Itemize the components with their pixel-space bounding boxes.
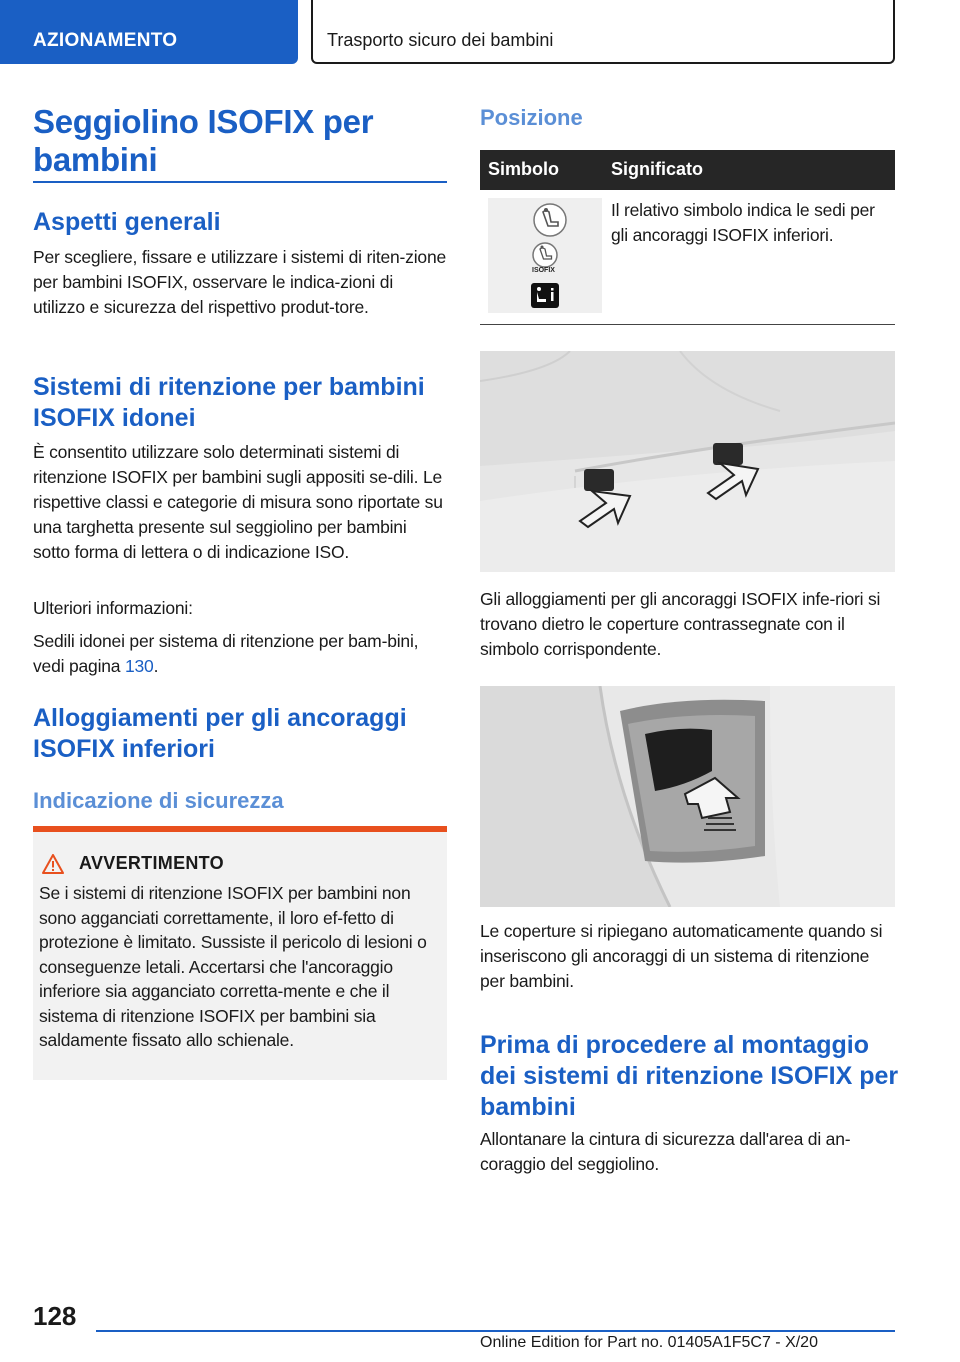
caption-anchorages: Gli alloggiamenti per gli ancoraggi ISOFIX infe-riori si trovano dietro le coperture contrassegnate con il simbolo corrispondente. [480, 589, 881, 659]
seat-anchorage-illustration [480, 351, 895, 572]
warning-accent-bar [33, 826, 447, 832]
section-tab [0, 0, 298, 64]
text-before-mounting: Allontanare la cintura di sicurezza dall'area di an-coraggio del seggiolino. [480, 1129, 851, 1174]
warning-box [33, 826, 447, 1080]
table-header [480, 150, 895, 190]
table-meaning: Il relativo simbolo indica le sedi per gli ancoraggi ISOFIX inferiori. [611, 200, 875, 245]
table-col-meaning: Significato [611, 159, 704, 179]
reference-text: Sedili idonei per sistema di ritenzione per bam-bini, vedi pagina [33, 631, 419, 676]
isofix-seat-icon [488, 198, 602, 313]
photo-cover-closeup [480, 686, 895, 907]
text-general: Per scegliere, fissare e utilizzare i sistemi di riten-zione per bambini ISOFIX, osservare le indica-zioni di utilizzo e sicurezza del rispettivo produt-tore. [33, 247, 447, 317]
heading-lower-anchorages: Alloggiamenti per gli ancoraggi ISOFIX inferiori [33, 704, 407, 763]
warning-text: Se i sistemi di ritenzione ISOFIX per bambini non sono agganciati correttamente, il loro ef-fetto di protezione è limitato. Sussiste il pericolo di lesioni o conseguenze letali. Accertarsi che l'ancoraggio inferiore sia agganciato corretta-mente e che il sistema di ritenzione ISOFIX per bambini sia saldamente fissato allo schienale. [39, 883, 427, 1050]
caption-cover: Le coperture si ripiegano automaticamente quando si inseriscono gli ancoraggi di un sistema di ritenzione per bambini. [480, 921, 883, 991]
reference-end: . [153, 656, 159, 676]
heading-suitable: Sistemi di ritenzione per bambini ISOFIX idonei [33, 373, 425, 432]
table-bottom-rule [480, 324, 895, 325]
cover-closeup-illustration [480, 686, 895, 907]
photo-seat-anchorages [480, 351, 895, 572]
table-col-symbol: Simbolo [488, 159, 559, 179]
topic-tab [311, 0, 895, 64]
heading-position: Posizione [480, 105, 583, 130]
heading-general: Aspetti generali [33, 208, 221, 236]
heading-before-mounting: Prima di procedere al montaggio dei sistemi di ritenzione ISOFIX per bambini [480, 1031, 899, 1121]
footer-edition: Online Edition for Part no. 01405A1F5C7 - X/20 [480, 1334, 818, 1351]
isofix-label: ISOFIX [532, 267, 555, 274]
text-more-info: Ulteriori informazioni: [33, 598, 193, 618]
heading-safety-note: Indicazione di sicurezza [33, 788, 284, 813]
isofix-symbols [488, 198, 602, 313]
warning-triangle-icon [42, 854, 64, 874]
page-number: 128 [33, 1301, 77, 1331]
footer-rule [96, 1330, 895, 1332]
topic-label: Trasporto sicuro dei bambini [327, 30, 554, 50]
section-label: AZIONAMENTO [33, 30, 178, 51]
text-suitable: È consentito utilizzare solo determinati sistemi di ritenzione ISOFIX per bambini sugli appositi se-dili. Le rispettive classi e categorie di misura sono riportate su una targhetta presente sul seggiolino per bambini sotto forma di lettera o di indicazione ISO. [33, 442, 443, 562]
page-link[interactable]: 130 [124, 656, 154, 676]
page-title: Seggiolino ISOFIX per bambini [33, 103, 374, 178]
text-reference [33, 629, 447, 679]
warning-title: AVVERTIMENTO [79, 853, 224, 873]
title-rule [33, 181, 447, 183]
